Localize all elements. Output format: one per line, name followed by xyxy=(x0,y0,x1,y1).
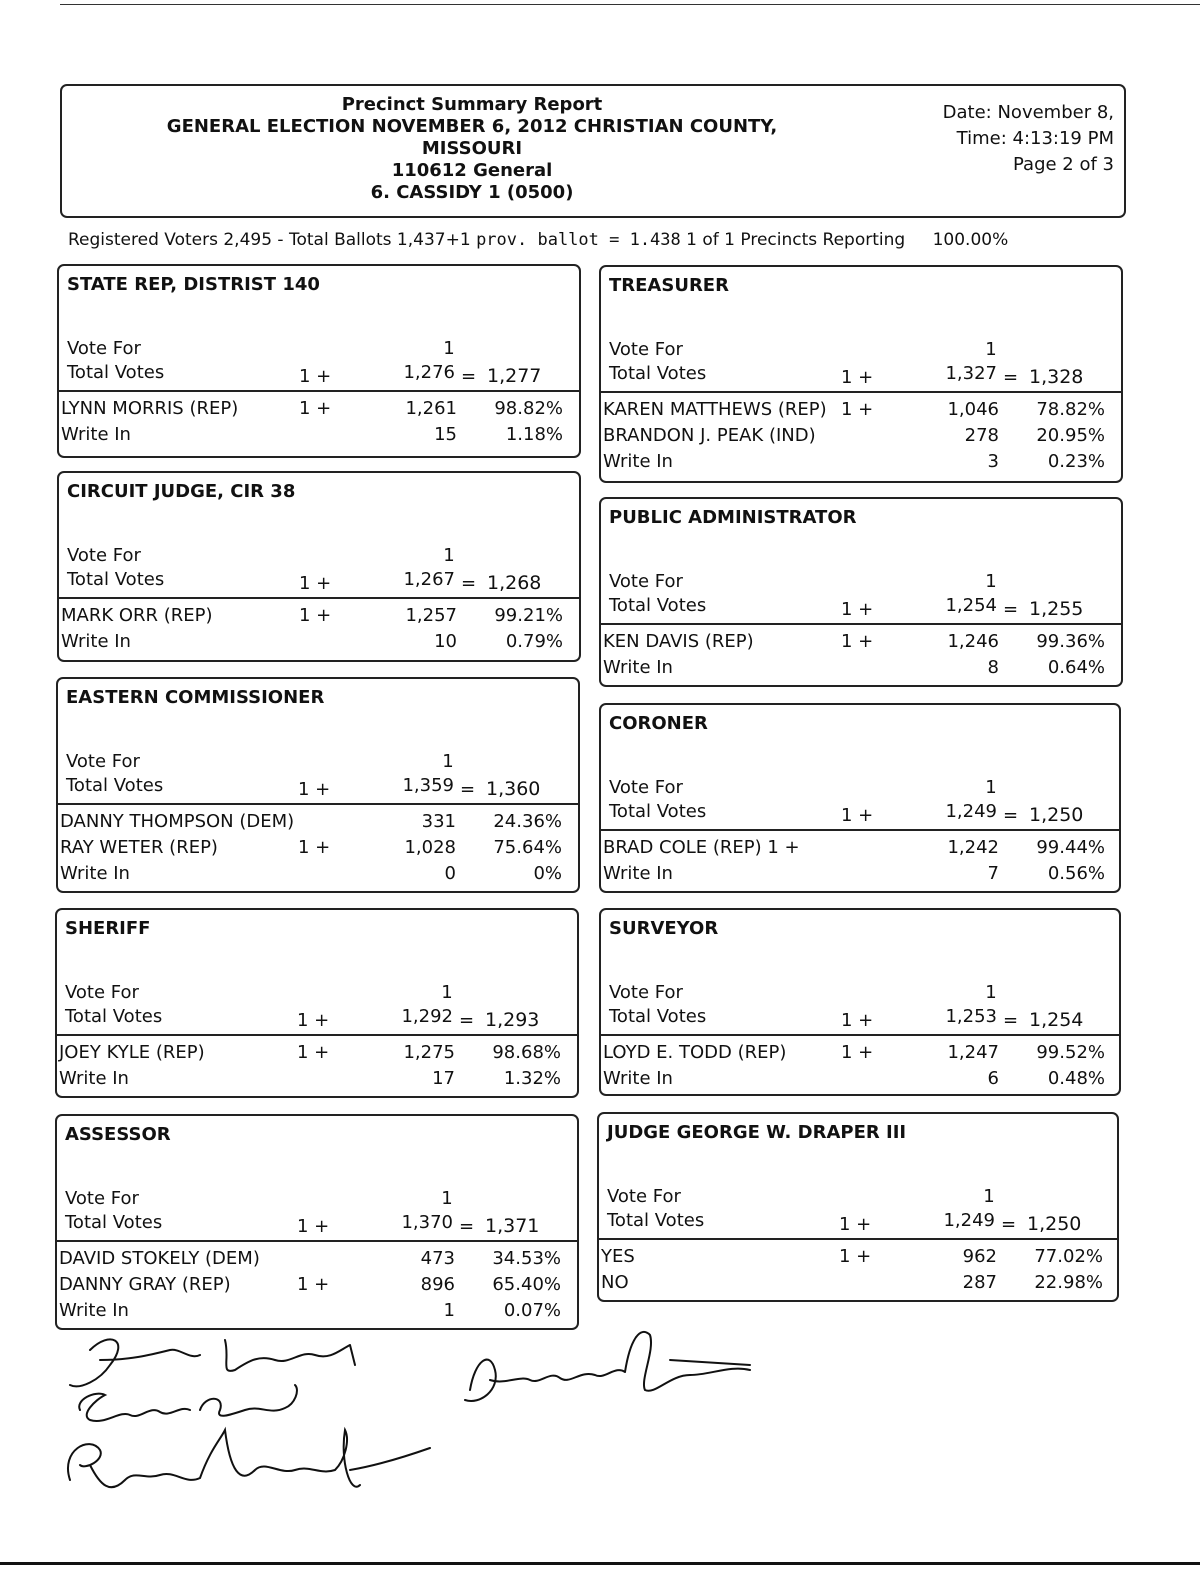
candidate-votes: 1,046 xyxy=(947,399,999,420)
race-box xyxy=(599,497,1123,687)
equals-sign: = xyxy=(461,573,477,594)
total-votes-label: Total Votes xyxy=(65,1006,163,1027)
candidate-votes: 1,261 xyxy=(405,398,457,419)
candidate-name: YES xyxy=(601,1246,635,1267)
equals-sign: = xyxy=(460,779,476,800)
candidate-votes: 331 xyxy=(421,811,456,832)
total-votes-final: 1,254 xyxy=(1029,1009,1084,1031)
vote-for-value: 1 xyxy=(985,339,997,360)
race-box xyxy=(57,471,581,662)
race-box xyxy=(55,1114,579,1330)
header-center xyxy=(62,94,882,204)
candidate-name: KAREN MATTHEWS (REP) xyxy=(603,399,827,420)
total-votes-plus: 1 + xyxy=(299,366,332,387)
candidate-votes: 962 xyxy=(962,1246,997,1267)
candidate-name: Write In xyxy=(603,863,673,884)
divider-line xyxy=(59,597,579,599)
candidate-name: Write In xyxy=(603,657,673,678)
candidate-votes: 1,257 xyxy=(405,605,457,626)
equals-sign: = xyxy=(459,1010,475,1031)
candidate-percent: 78.82% xyxy=(1036,399,1105,420)
candidate-name: Write In xyxy=(61,424,131,445)
candidate-votes: 473 xyxy=(420,1248,455,1269)
total-votes-label: Total Votes xyxy=(609,595,707,616)
divider-line xyxy=(601,391,1121,393)
vote-for-label: Vote For xyxy=(65,1188,139,1209)
vote-for-value: 1 xyxy=(985,777,997,798)
vote-for-value: 1 xyxy=(983,1186,995,1207)
total-votes-label: Total Votes xyxy=(66,775,164,796)
candidate-name: MARK ORR (REP) xyxy=(61,605,213,626)
vote-for-label: Vote For xyxy=(609,339,683,360)
top-edge-line xyxy=(60,4,1200,5)
candidate-percent: 65.40% xyxy=(492,1274,561,1295)
vote-for-value: 1 xyxy=(985,571,997,592)
race-box xyxy=(56,677,580,893)
candidate-percent: 0.79% xyxy=(505,631,563,652)
vote-for-label: Vote For xyxy=(609,777,683,798)
total-votes-plus: 1 + xyxy=(841,367,874,388)
total-votes-label: Total Votes xyxy=(609,363,707,384)
candidate-votes: 17 xyxy=(432,1068,455,1089)
total-votes-plus: 1 + xyxy=(841,599,874,620)
candidate-votes: 1,246 xyxy=(947,631,999,652)
candidate-name: Write In xyxy=(61,631,131,652)
race-title: STATE REP, DISTRIST 140 xyxy=(67,274,320,295)
total-votes-final: 1,371 xyxy=(485,1215,540,1237)
total-votes-plus: 1 + xyxy=(299,573,332,594)
signatures xyxy=(50,1320,810,1520)
report-date: Date: November 8, xyxy=(942,102,1114,123)
candidate-percent: 98.68% xyxy=(492,1042,561,1063)
divider-line xyxy=(57,1034,577,1036)
candidate-percent: 34.53% xyxy=(492,1248,561,1269)
candidate-votes: 6 xyxy=(987,1068,999,1089)
candidate-percent: 0.64% xyxy=(1047,657,1105,678)
equals-sign: = xyxy=(1003,599,1019,620)
summary-line xyxy=(68,230,1008,250)
race-title: SURVEYOR xyxy=(609,918,719,939)
equals-sign: = xyxy=(1003,1010,1019,1031)
divider-line xyxy=(59,390,579,392)
candidate-percent: 75.64% xyxy=(493,837,562,858)
vote-for-value: 1 xyxy=(985,982,997,1003)
candidate-percent: 1.18% xyxy=(505,424,563,445)
total-votes-value: 1,292 xyxy=(401,1006,453,1027)
vote-for-value: 1 xyxy=(442,751,454,772)
vote-for-value: 1 xyxy=(443,338,455,359)
total-votes-final: 1,328 xyxy=(1029,366,1084,388)
candidate-percent: 99.36% xyxy=(1036,631,1105,652)
candidate-percent: 0.56% xyxy=(1047,863,1105,884)
total-votes-final: 1,268 xyxy=(487,572,542,594)
equals-sign: = xyxy=(461,366,477,387)
total-votes-value: 1,249 xyxy=(943,1210,995,1231)
candidate-name: Write In xyxy=(60,863,130,884)
candidate-percent: 1.32% xyxy=(503,1068,561,1089)
vote-for-label: Vote For xyxy=(67,545,141,566)
divider-line xyxy=(601,829,1119,831)
candidate-name: RAY WETER (REP) xyxy=(60,837,218,858)
total-votes-label: Total Votes xyxy=(67,569,165,590)
candidate-percent: 20.95% xyxy=(1036,425,1105,446)
divider-line xyxy=(599,1238,1117,1240)
total-votes-label: Total Votes xyxy=(65,1212,163,1233)
total-votes-value: 1,249 xyxy=(945,801,997,822)
vote-for-label: Vote For xyxy=(607,1186,681,1207)
candidate-percent: 99.52% xyxy=(1036,1042,1105,1063)
race-box xyxy=(57,264,581,458)
candidate-name: DANNY GRAY (REP) xyxy=(59,1274,231,1295)
vote-for-value: 1 xyxy=(441,982,453,1003)
registered-voters: Registered Voters 2,495 - Total Ballots 1,437+1 xyxy=(68,230,471,250)
total-votes-value: 1,267 xyxy=(403,569,455,590)
race-title: CORONER xyxy=(609,713,708,734)
total-votes-plus: 1 + xyxy=(297,1010,330,1031)
vote-for-label: Vote For xyxy=(65,982,139,1003)
race-title: SHERIFF xyxy=(65,918,151,939)
candidate-name: KEN DAVIS (REP) xyxy=(603,631,754,652)
candidate-percent: 0% xyxy=(533,863,562,884)
candidate-percent: 77.02% xyxy=(1034,1246,1103,1267)
candidate-name: DANNY THOMPSON (DEM) xyxy=(60,811,295,832)
total-votes-final: 1,250 xyxy=(1029,804,1084,826)
candidate-name: BRAD COLE (REP) 1 + xyxy=(603,837,800,858)
precinct-name: 6. CASSIDY 1 (0500) xyxy=(370,182,574,203)
candidate-votes: 1,028 xyxy=(404,837,456,858)
total-votes-plus: 1 + xyxy=(298,779,331,800)
candidate-votes: 3 xyxy=(987,451,999,472)
divider-line xyxy=(601,623,1121,625)
race-box xyxy=(599,703,1121,893)
candidate-votes: 0 xyxy=(444,863,456,884)
election-line-1: GENERAL ELECTION NOVEMBER 6, 2012 CHRISTIAN COUNTY, xyxy=(166,116,778,137)
provisional-ballot: prov. ballot = 1.438 xyxy=(476,230,681,250)
candidate-votes: 278 xyxy=(964,425,999,446)
race-title: TREASURER xyxy=(609,275,729,296)
divider-line xyxy=(57,1240,577,1242)
equals-sign: = xyxy=(1003,805,1019,826)
race-box xyxy=(599,265,1123,483)
candidate-votes: 896 xyxy=(420,1274,455,1295)
total-votes-value: 1,327 xyxy=(945,363,997,384)
precincts-reporting: 1 of 1 Precincts Reporting xyxy=(686,230,906,250)
total-votes-final: 1,277 xyxy=(487,365,542,387)
candidate-plus: 1 + xyxy=(841,631,874,652)
candidate-votes: 1,247 xyxy=(947,1042,999,1063)
total-votes-label: Total Votes xyxy=(609,801,707,822)
candidate-votes: 15 xyxy=(434,424,457,445)
candidate-percent: 0.23% xyxy=(1047,451,1105,472)
candidate-name: Write In xyxy=(59,1068,129,1089)
candidate-name: BRANDON J. PEAK (IND) xyxy=(603,425,816,446)
total-votes-plus: 1 + xyxy=(297,1216,330,1237)
total-votes-label: Total Votes xyxy=(607,1210,705,1231)
total-votes-plus: 1 + xyxy=(841,805,874,826)
candidate-percent: 98.82% xyxy=(494,398,563,419)
candidate-votes: 10 xyxy=(434,631,457,652)
candidate-name: Write In xyxy=(59,1300,129,1321)
total-votes-value: 1,254 xyxy=(945,595,997,616)
race-title: CIRCUIT JUDGE, CIR 38 xyxy=(67,481,296,502)
vote-for-label: Vote For xyxy=(609,571,683,592)
race-box xyxy=(599,908,1121,1096)
candidate-plus: 1 + xyxy=(297,1274,330,1295)
report-time: Time: 4:13:19 PM xyxy=(956,128,1114,149)
total-votes-final: 1,250 xyxy=(1027,1213,1082,1235)
equals-sign: = xyxy=(1003,367,1019,388)
total-votes-value: 1,370 xyxy=(401,1212,453,1233)
divider-line xyxy=(58,803,578,805)
report-title: Precinct Summary Report xyxy=(341,94,603,115)
header-meta xyxy=(943,100,1114,178)
race-title: PUBLIC ADMINISTRATOR xyxy=(609,507,857,528)
total-votes-value: 1,359 xyxy=(402,775,454,796)
candidate-name: JOEY KYLE (REP) xyxy=(59,1042,205,1063)
candidate-name: DAVID STOKELY (DEM) xyxy=(59,1248,260,1269)
candidate-plus: 1 + xyxy=(298,837,331,858)
total-votes-label: Total Votes xyxy=(67,362,165,383)
candidate-percent: 24.36% xyxy=(493,811,562,832)
candidate-votes: 1,275 xyxy=(403,1042,455,1063)
race-title: ASSESSOR xyxy=(65,1124,171,1145)
election-code: 110612 General xyxy=(391,160,553,181)
vote-for-value: 1 xyxy=(441,1188,453,1209)
vote-for-label: Vote For xyxy=(66,751,140,772)
equals-sign: = xyxy=(1001,1214,1017,1235)
candidate-votes: 1 xyxy=(443,1300,455,1321)
candidate-percent: 0.07% xyxy=(503,1300,561,1321)
bottom-edge-line xyxy=(0,1562,1200,1565)
candidate-name: LYNN MORRIS (REP) xyxy=(61,398,239,419)
vote-for-label: Vote For xyxy=(609,982,683,1003)
candidate-name: Write In xyxy=(603,1068,673,1089)
total-votes-plus: 1 + xyxy=(839,1214,872,1235)
candidate-plus: 1 + xyxy=(297,1042,330,1063)
vote-for-value: 1 xyxy=(443,545,455,566)
candidate-plus: 1 + xyxy=(839,1246,872,1267)
total-votes-final: 1,293 xyxy=(485,1009,540,1031)
total-votes-value: 1,253 xyxy=(945,1006,997,1027)
candidate-votes: 7 xyxy=(987,863,999,884)
race-title: JUDGE GEORGE W. DRAPER III xyxy=(607,1122,907,1143)
page-number: Page 2 of 3 xyxy=(1013,154,1114,175)
vote-for-label: Vote For xyxy=(67,338,141,359)
candidate-votes: 8 xyxy=(987,657,999,678)
report-header xyxy=(60,84,1126,218)
candidate-votes: 287 xyxy=(962,1272,997,1293)
race-title: EASTERN COMMISSIONER xyxy=(66,687,325,708)
reporting-percent: 100.00% xyxy=(932,230,1009,250)
race-box xyxy=(597,1112,1119,1302)
candidate-plus: 1 + xyxy=(841,399,874,420)
total-votes-value: 1,276 xyxy=(403,362,455,383)
candidate-percent: 99.44% xyxy=(1036,837,1105,858)
total-votes-final: 1,255 xyxy=(1029,598,1084,620)
candidate-plus: 1 + xyxy=(299,398,332,419)
candidate-plus: 1 + xyxy=(299,605,332,626)
candidate-percent: 22.98% xyxy=(1034,1272,1103,1293)
candidate-percent: 99.21% xyxy=(494,605,563,626)
total-votes-final: 1,360 xyxy=(486,778,541,800)
equals-sign: = xyxy=(459,1216,475,1237)
candidate-name: Write In xyxy=(603,451,673,472)
candidate-plus: 1 + xyxy=(841,1042,874,1063)
race-box xyxy=(55,908,579,1098)
total-votes-plus: 1 + xyxy=(841,1010,874,1031)
election-line-2: MISSOURI xyxy=(421,138,523,159)
candidate-votes: 1,242 xyxy=(947,837,999,858)
candidate-percent: 0.48% xyxy=(1047,1068,1105,1089)
candidate-name: NO xyxy=(601,1272,629,1293)
total-votes-label: Total Votes xyxy=(609,1006,707,1027)
candidate-name: LOYD E. TODD (REP) xyxy=(603,1042,787,1063)
divider-line xyxy=(601,1034,1119,1036)
